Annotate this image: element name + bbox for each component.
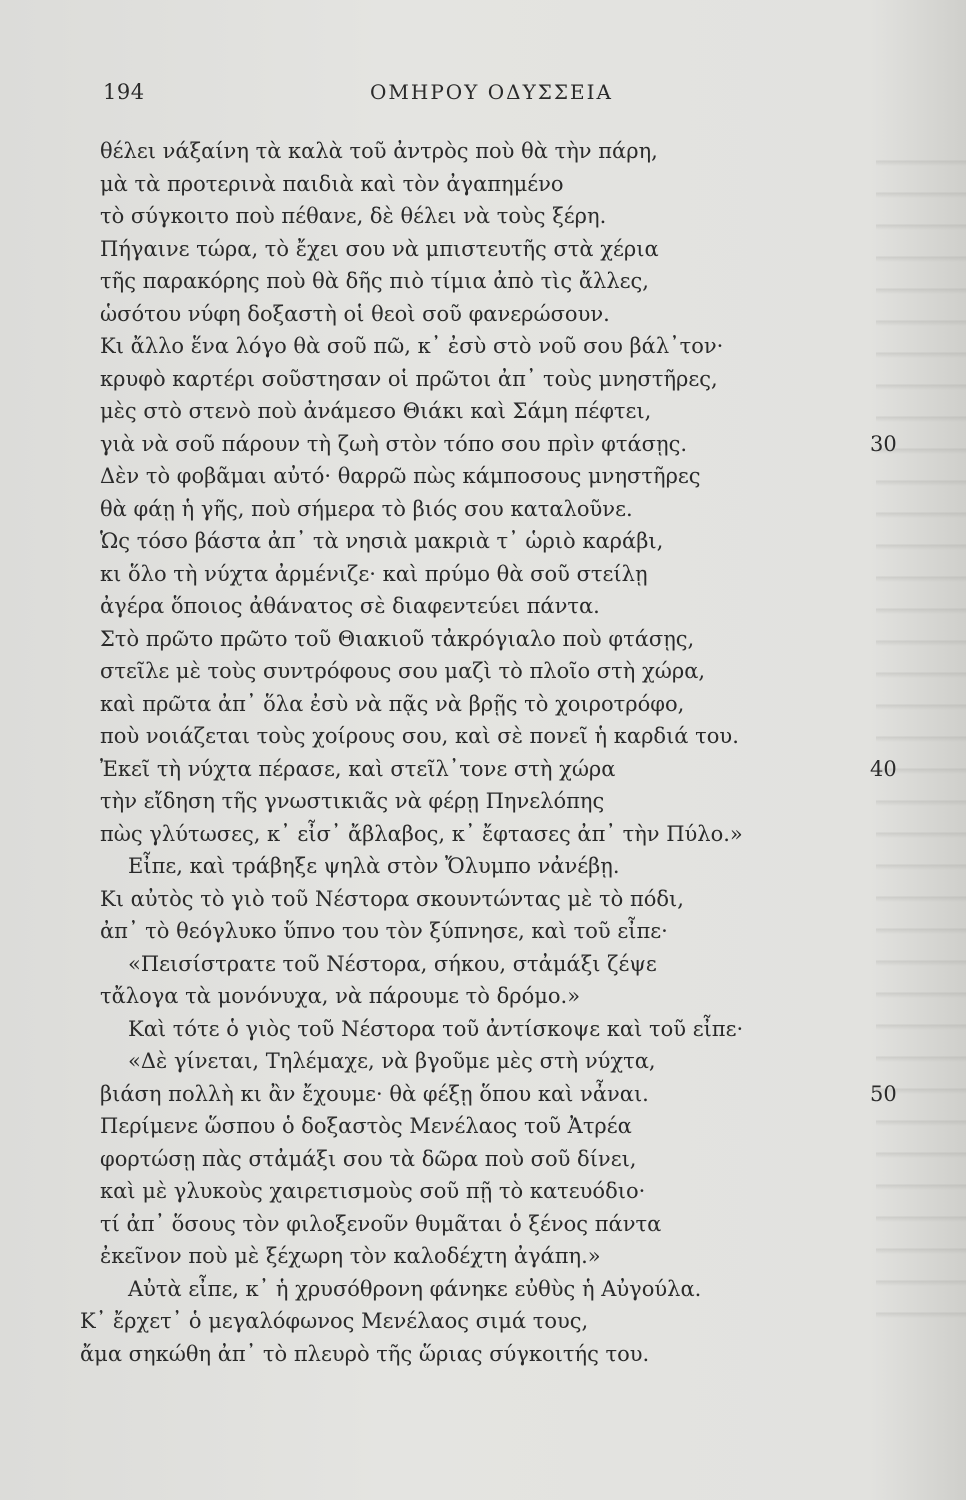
verse-line (80, 1273, 860, 1306)
verse-line (80, 395, 860, 428)
verse-line (80, 265, 860, 298)
verse-line-text: Δὲν τὸ φοβᾶμαι αὐτό· θαρρῶ πὼς κάμποσους μνηστῆρες (100, 464, 701, 488)
verse-line-text: κι ὅλο τὴ νύχτα ἀρμένιζε· καὶ πρύμο θὰ σοῦ στείλῃ (100, 561, 648, 586)
verse-line-text: «Πεισίστρατε τοῦ Νέστορα, σήκου, στἀμάξι ζέψε (128, 951, 657, 976)
verse-line-text: γιὰ νὰ σοῦ πάρουν τὴ ζωὴ στὸν τόπο σου πρὶν φτάσῃς. (100, 431, 688, 456)
verse-line (80, 655, 860, 688)
verse-text-block (80, 135, 897, 1370)
verse-line (80, 460, 860, 493)
verse-line-text: Περίμενε ὥσπου ὁ δοξαστὸς Μενέλαος τοῦ Ἀτρέα (100, 1114, 632, 1138)
verse-line-text: ἀπ᾿ τὸ θεόγλυκο ὕπνο του τὸν ξύπνησε, καὶ τοῦ εἶπε· (100, 919, 668, 943)
verse-line (80, 1338, 860, 1371)
verse-line-text: ἐκεῖνον ποὺ μὲ ξέχωρη τὸν καλοδέχτη ἀγάπη.» (100, 1244, 601, 1268)
show-through-text (876, 140, 966, 1340)
verse-line-text: «Δὲ γίνεται, Τηλέμαχε, νὰ βγοῦμε μὲς στὴ νύχτα, (128, 1049, 656, 1073)
verse-line-text: Ὡς τόσο βάστα ἀπ᾿ τὰ νησιὰ μακριὰ τ᾿ ὡριὸ καράβι, (100, 529, 664, 553)
verse-line-text: Στὸ πρῶτο πρῶτο τοῦ Θιακιοῦ τἀκρόγιαλο ποὺ φτάσῃς, (100, 626, 695, 651)
verse-line (80, 233, 860, 266)
verse-line-text: Κ᾿ ἔρχετ᾿ ὁ μεγαλόφωνος Μενέλαος σιμά τους, (80, 1309, 589, 1333)
verse-line-text: τἄλογα τὰ μονόνυχα, νὰ πάρουμε τὸ δρόμο.» (100, 984, 581, 1008)
verse-line-text: ἀγέρα ὅποιος ἀθάνατος σὲ διαφεντεύει πάντα. (100, 594, 600, 618)
verse-line-text: θὰ φάῃ ἡ γῆς, ποὺ σήμερα τὸ βιός σου καταλοῦνε. (100, 496, 633, 521)
verse-line (80, 590, 860, 623)
verse-line-text: ὡσότου νύφη δοξαστὴ οἱ θεοὶ σοῦ φανερώσουν. (100, 301, 610, 326)
verse-line-text: φορτώσῃ πὰς στἀμάξι σου τὰ δῶρα ποὺ σοῦ δίνει, (100, 1146, 637, 1171)
verse-line-text: μὲς στὸ στενὸ ποὺ ἀνάμεσο Θιάκι καὶ Σάμη πέφτει, (100, 399, 652, 423)
verse-line (80, 330, 860, 363)
verse-line (80, 753, 897, 786)
line-number: 50 (870, 1081, 897, 1106)
verse-line-text: τὴν εἴδηση τῆς γνωστικιᾶς νὰ φέρῃ Πηνελόπης (100, 789, 605, 813)
verse-line (80, 493, 860, 526)
verse-line-text: ἄμα σηκώθη ἀπ᾿ τὸ πλευρὸ τῆς ὥριας σύγκοιτής του. (80, 1341, 650, 1366)
verse-line-text: Κι αὐτὸς τὸ γιὸ τοῦ Νέστορα σκουντώντας μὲ τὸ πόδι, (100, 886, 684, 911)
line-number: 30 (870, 431, 897, 456)
page-number: 194 (103, 80, 145, 104)
verse-line (80, 1240, 860, 1273)
verse-line-text: Καὶ τότε ὁ γιὸς τοῦ Νέστορα τοῦ ἀντίσκοψε καὶ τοῦ εἶπε· (128, 1016, 744, 1041)
verse-line (80, 525, 860, 558)
verse-line (80, 1013, 860, 1046)
verse-line-text: στεῖλε μὲ τοὺς συντρόφους σου μαζὶ τὸ πλοῖο στὴ χώρα, (100, 659, 706, 683)
verse-line (80, 915, 860, 948)
verse-line-text: Πήγαινε τώρα, τὸ ἔχει σου νὰ μπιστευτῆς στὰ χέρια (100, 236, 659, 261)
running-title: ΟΜΗΡΟΥ ΟΔΥΣΣΕΙΑ (370, 80, 613, 104)
verse-line (80, 168, 860, 201)
verse-line-text: ποὺ νοιάζεται τοὺς χοίρους σου, καὶ σὲ πονεῖ ἡ καρδιά του. (100, 724, 739, 748)
verse-line-text: κρυφὸ καρτέρι σοῦστησαν οἱ πρῶτοι ἀπ᾿ τοὺς μνηστῆρες, (100, 366, 718, 391)
verse-line (80, 1110, 860, 1143)
verse-line-text: τὸ σύγκοιτο ποὺ πέθανε, δὲ θέλει νὰ τοὺς ξέρη. (100, 204, 607, 228)
verse-line (80, 1208, 860, 1241)
verse-line (80, 720, 860, 753)
verse-line-text: Ἐκεῖ τὴ νύχτα πέρασε, καὶ στεῖλ᾿τονε στὴ χώρα (100, 756, 616, 781)
verse-line (80, 298, 860, 331)
verse-line (80, 1143, 860, 1176)
verse-line-text: τῆς παρακόρης ποὺ θὰ δῆς πιὸ τίμια ἀπὸ τὶς ἄλλες, (100, 269, 649, 293)
verse-line (80, 980, 860, 1013)
verse-line (80, 623, 860, 656)
verse-line (80, 948, 860, 981)
verse-line (80, 785, 860, 818)
verse-line (80, 850, 860, 883)
verse-line (80, 818, 860, 851)
verse-line-text: θέλει νάξαίνη τὰ καλὰ τοῦ ἀντρὸς ποὺ θὰ τὴν πάρη, (100, 139, 658, 163)
verse-line-text: βιάση πολλὴ κι ἂν ἔχουμε· θὰ φέξῃ ὅπου καὶ νἆναι. (100, 1081, 649, 1106)
verse-line-text: καὶ πρῶτα ἀπ᾿ ὅλα ἐσὺ νὰ πᾷς νὰ βρῇς τὸ χοιροτρόφο, (100, 691, 685, 716)
verse-line-text: Εἶπε, καὶ τράβηξε ψηλὰ στὸν Ὄλυμπο νἀνέβῃ. (128, 854, 620, 878)
verse-line (80, 428, 897, 461)
line-number: 40 (870, 756, 897, 781)
verse-line-text: μὰ τὰ προτερινὰ παιδιὰ καὶ τὸν ἀγαπημένο (100, 171, 564, 196)
verse-line (80, 135, 860, 168)
verse-line-text: καὶ μὲ γλυκοὺς χαιρετισμοὺς σοῦ πῇ τὸ κατευόδιο· (100, 1179, 646, 1203)
verse-line (80, 688, 860, 721)
verse-line (80, 1175, 860, 1208)
verse-line (80, 200, 860, 233)
running-head (0, 80, 966, 110)
verse-line (80, 558, 860, 591)
verse-line-text: τί ἀπ᾿ ὅσους τὸν φιλοξενοῦν θυμᾶται ὁ ξένος πάντα (100, 1211, 662, 1236)
verse-line-text: Αὐτὰ εἶπε, κ᾿ ἡ χρυσόθρονη φάνηκε εὐθὺς ἡ Αὐγούλα. (128, 1276, 702, 1301)
verse-line (80, 1045, 860, 1078)
verse-line (80, 1305, 860, 1338)
verse-line (80, 1078, 897, 1111)
verse-line-text: Κι ἄλλο ἕνα λόγο θὰ σοῦ πῶ, κ᾿ ἐσὺ στὸ νοῦ σου βάλ᾿τον· (100, 334, 724, 358)
verse-line (80, 883, 860, 916)
verse-line (80, 363, 860, 396)
verse-line-text: πὼς γλύτωσες, κ᾿ εἶσ᾿ ἄβλαβος, κ᾿ ἔφτασες ἀπ᾿ τὴν Πύλο.» (100, 821, 743, 846)
